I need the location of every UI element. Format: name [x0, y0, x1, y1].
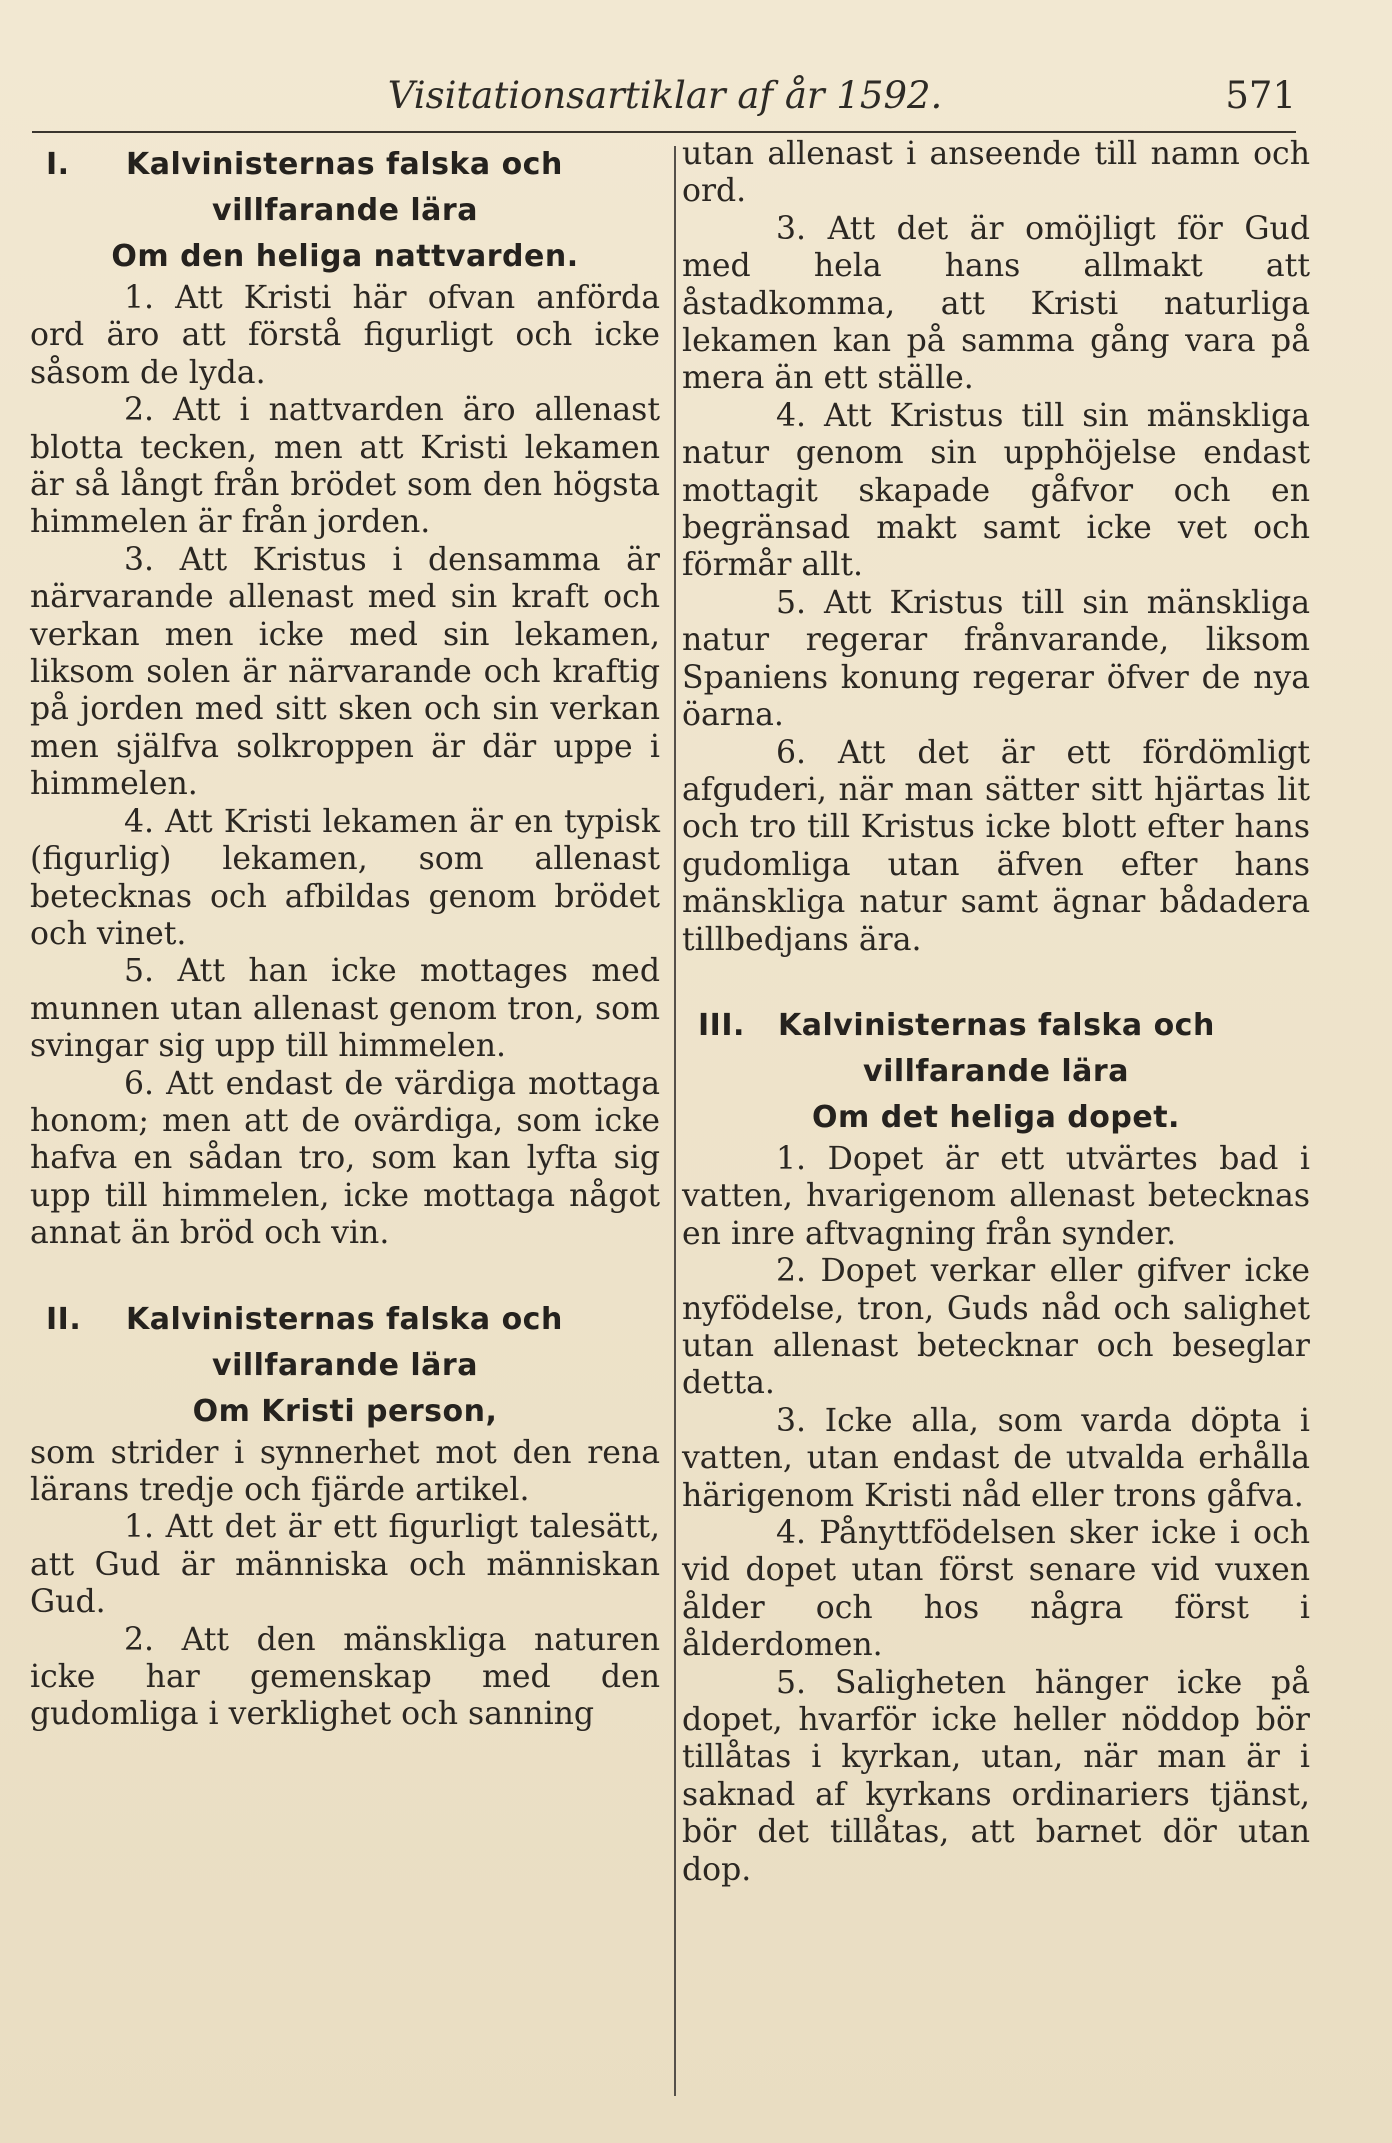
section-3-heading [682, 1003, 1310, 1049]
section-3-paragraph: 5. Saligheten hänger icke på dopet, hvarför icke heller nöddop bör tillåtas i kyrkan, utan, när man är i saknad af kyrkans ordinariers tjänst, bör det tillåtas, att barnet dör utan dop. [682, 1664, 1310, 1888]
section-2-heading [30, 1297, 660, 1343]
section-1-title-line2: villfarande lära [212, 193, 478, 228]
section-1-paragraph: 1. Att Kristi här ofvan anförda ord äro att förstå figurligt och icke såsom de lyda. [30, 280, 660, 391]
section-3-numeral: III. [698, 1007, 745, 1043]
section-2-paragraph: 6. Att det är ett fördömligt afguderi, när man sätter sitt hjärtas lit och tro till Kristus icke blott efter hans gudomliga utan äfven efter hans mänskliga natur samt ägnar bådadera tillbedjans ära. [682, 734, 1310, 958]
section-3-subtitle: Om det heliga dopet. [812, 1099, 1180, 1135]
section-3-title-line2: villfarande lära [863, 1053, 1129, 1089]
section-1-paragraph: 5. Att han icke mottages med munnen utan allenast genom tron, som svingar sig upp till himmelen. [30, 953, 660, 1065]
section-2-paragraph: 1. Att det är ett figurligt talesätt, att Gud är människa och människan Gud. [30, 1509, 660, 1621]
continuation-text: utan allenast i anseende till namn och ord. [682, 136, 1310, 210]
section-1-paragraph: 3. Att Kristus i densamma är närvarande allenast med sin kraft och verkan men icke med sin lekamen, liksom solen är närvarande och kraftig på jorden med sitt sken och sin verkan men själfva solkroppen är där uppe i himmelen. [30, 541, 660, 803]
section-2-paragraph: 3. Att det är omöjligt för Gud med hela hans allmakt att åstadkomma, att Kristi naturliga lekamen kan på samma gång vara på mera än ett ställe. [682, 210, 1310, 397]
section-3-paragraph: 1. Dopet är ett utvärtes bad i vatten, hvarigenom allenast betecknas en inre aftvagning från synder. [682, 1140, 1310, 1252]
section-3-paragraph: 3. Icke alla, som varda döpta i vatten, utan endast de utvalda erhålla härigenom Kristi nåd eller trons gåfva. [682, 1402, 1310, 1514]
section-1-title-line1: Kalvinisternas falska och [126, 147, 563, 182]
right-column [682, 136, 1310, 1889]
section-2-subtitle: Om Kristi person, [192, 1393, 498, 1429]
section-2-paragraph: 4. Att Kristus till sin mänskliga natur genom sin upphöjelse endast mottagit skapade gåfvor och en begränsad makt samt icke vet och förmår allt. [682, 397, 1310, 584]
section-1-numeral: I. [46, 147, 70, 182]
section-3-paragraph: 4. Pånyttfödelsen sker icke i och vid dopet utan först senare vid vuxen ålder och hos några först i ålderdomen. [682, 1515, 1310, 1664]
section-1-heading [30, 142, 660, 188]
page-header [34, 74, 1296, 124]
column-divider [674, 146, 676, 2096]
page-number: 571 [1225, 74, 1296, 117]
section-3-paragraph: 2. Dopet verkar eller gifver icke nyfödelse, tron, Guds nåd och salighet utan allenast betecknar och beseglar detta. [682, 1253, 1310, 1402]
section-2-title-line2: villfarande lära [212, 1347, 478, 1383]
section-1-paragraph: 4. Att Kristi lekamen är en typisk (figurlig) lekamen, som allenast betecknas och afbildas genom brödet och vinet. [30, 803, 660, 952]
section-3-title-line1: Kalvinisternas falska och [778, 1007, 1215, 1043]
section-2-lead: som strider i synnerhet mot den rena lärans tredje och fjärde artikel. [30, 1434, 660, 1508]
section-1-subtitle: Om den heliga nattvarden. [111, 239, 579, 274]
section-2-paragraph: 5. Att Kristus till sin mänskliga natur regerar frånvarande, liksom Spaniens konung regerar öfver de nya öarna. [682, 584, 1310, 734]
header-rule [32, 131, 1296, 133]
section-1-paragraph: 2. Att i nattvarden äro allenast blotta tecken, men att Kristi lekamen är så långt från brödet som den högsta himmelen är från jorden. [30, 392, 660, 541]
section-2-paragraph: 2. Att den mänskliga naturen icke har gemenskap med den gudomliga i verklighet och sanning [30, 1621, 660, 1733]
running-title: Visitationsartiklar af år 1592. [387, 74, 943, 117]
section-2-numeral: II. [46, 1301, 82, 1337]
section-1-paragraph: 6. Att endast de värdiga mottaga honom; men att de ovärdiga, som icke hafva en sådan tro, som kan lyfta sig upp till himmelen, icke mottaga något annat än bröd och vin. [30, 1065, 660, 1252]
section-2-title-line1: Kalvinisternas falska och [126, 1301, 563, 1337]
left-column [30, 136, 660, 1734]
